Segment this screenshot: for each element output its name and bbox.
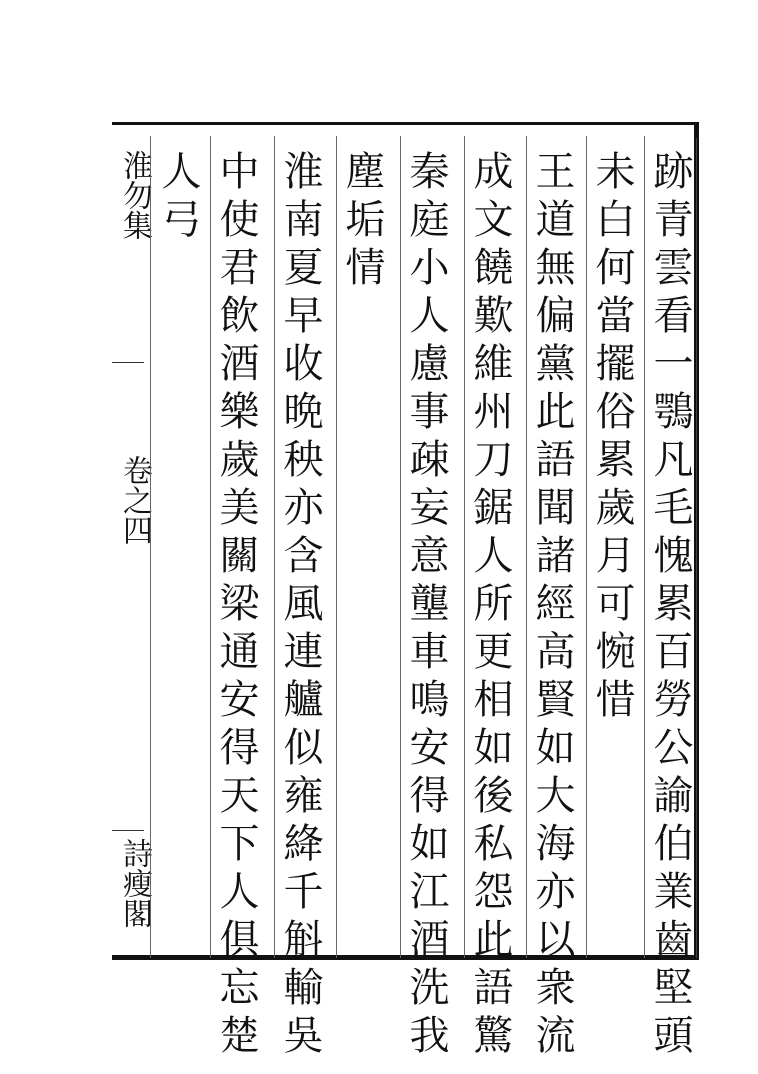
text-column-2: 未白何當擺俗累歲月可惋惜 (589, 150, 635, 726)
text-column-8: 中使君飲酒樂歲美關梁通安得天下人俱忘楚 (213, 150, 259, 1062)
column-rule (400, 136, 401, 958)
text-column-7: 淮南夏早收晩秧亦含風連艫似雍絳千斛輸吳 (277, 150, 323, 1062)
margin-volume-label: 卷之四 (117, 455, 152, 545)
column-rule (586, 136, 587, 958)
inner-border-line (696, 138, 697, 958)
text-column-5: 秦庭小人慮事疎妄意壟車鳴安得如江酒洗我 (403, 150, 449, 1062)
text-column-4: 成文饒歎維州刀鋸人所更相如後私怨此語驚 (467, 150, 513, 1062)
column-rule (150, 136, 151, 958)
margin-book-title: 淮勿集 (117, 150, 152, 240)
text-column-6: 塵垢情 (339, 150, 385, 294)
text-column-9: 人弓 (155, 150, 201, 246)
text-column-3: 王道無偏黨此語聞諸經高賢如大海亦以衆流 (529, 150, 575, 1062)
text-column-1: 跡青雲看一鶚凡毛愧累百勞公諭伯業齒堅頭 (647, 150, 693, 1062)
margin-studio-name: 詩瘦閣 (117, 838, 152, 928)
column-rule (336, 136, 337, 958)
margin-fold-line-top (112, 362, 144, 363)
column-rule (464, 136, 465, 958)
column-rule (210, 136, 211, 958)
column-rule (644, 136, 645, 958)
margin-fold-line-bottom (112, 830, 144, 831)
column-rule (274, 136, 275, 958)
column-rule (526, 136, 527, 958)
